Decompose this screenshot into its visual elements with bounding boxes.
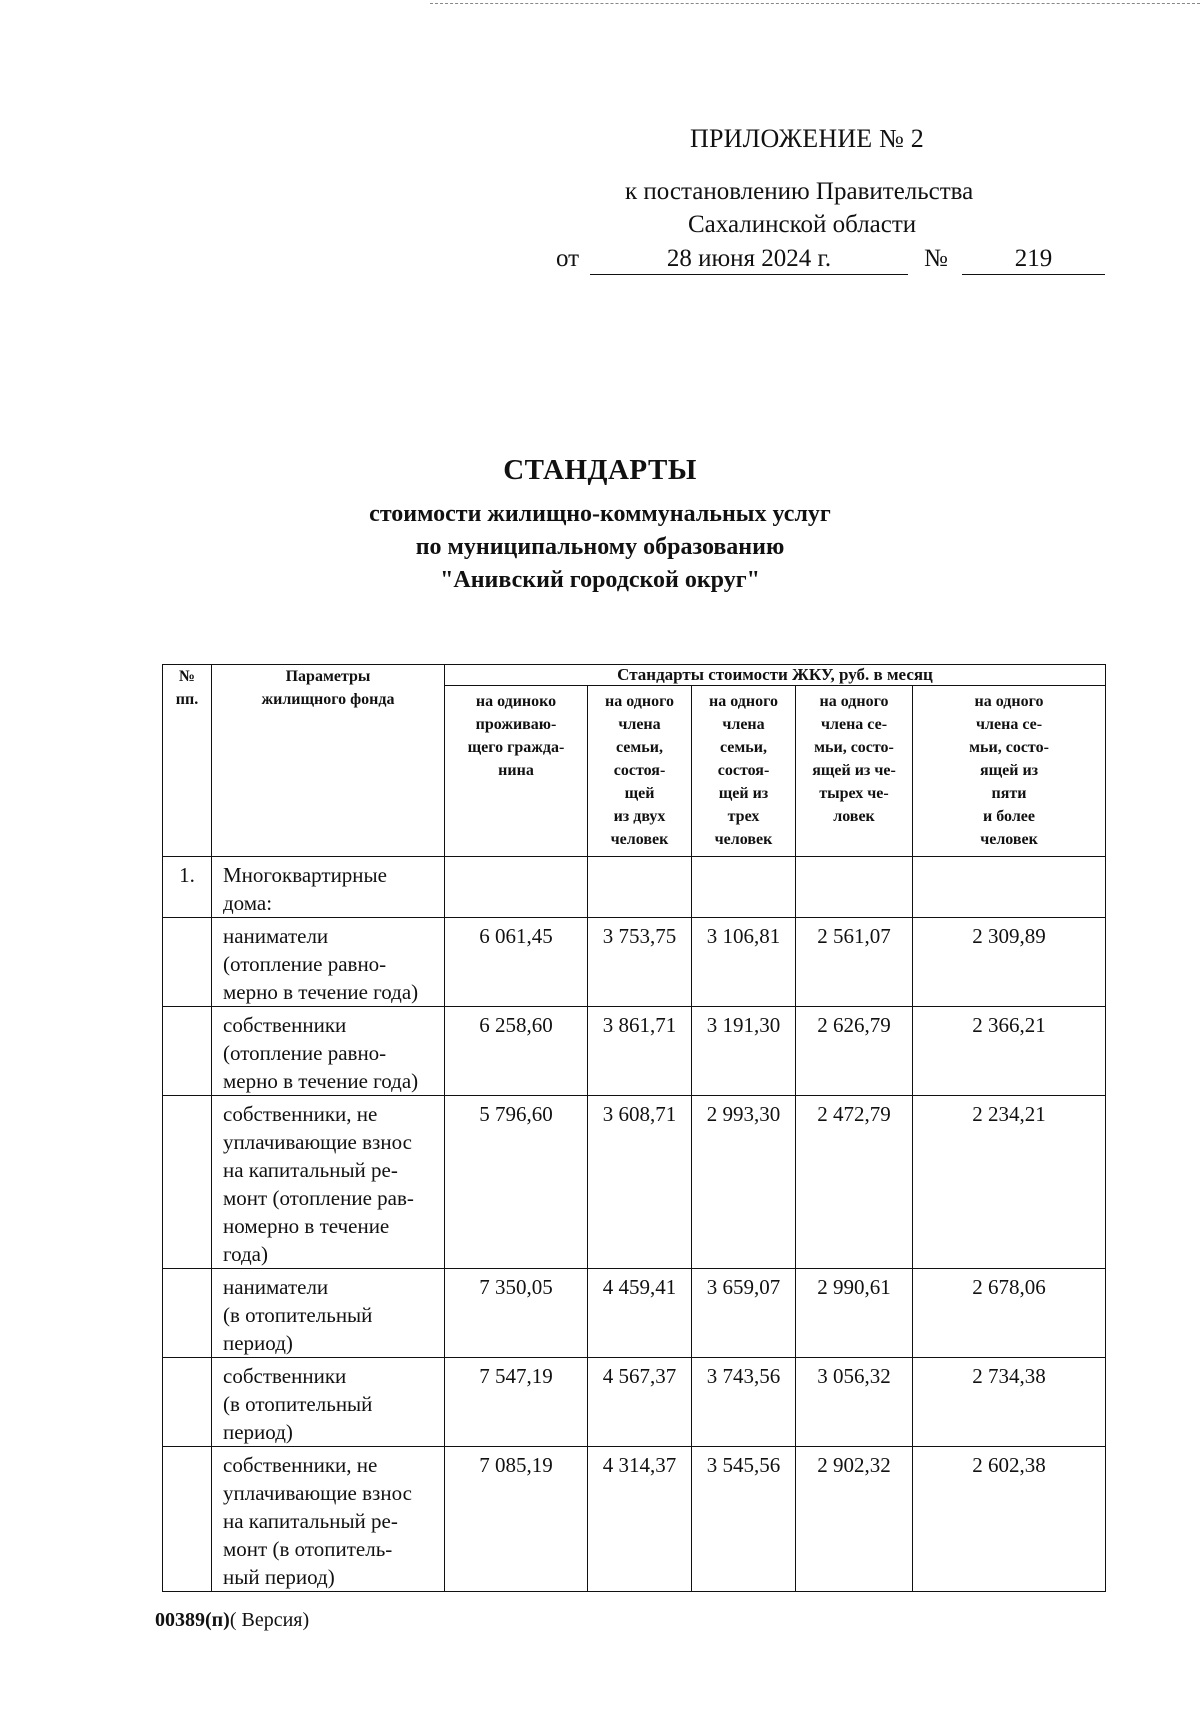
empty-cell [692, 857, 796, 918]
heading-block [0, 452, 1200, 597]
value-cell-col-3: 3 545,56 [692, 1447, 796, 1592]
table-row [163, 1007, 1106, 1096]
value-cell-col-2: 3 608,71 [588, 1096, 692, 1269]
subheader-col-2 [588, 686, 692, 857]
section-number: 1. [163, 857, 212, 918]
value-cell-col-1: 6 258,60 [445, 1007, 588, 1096]
value-cell-col-3: 2 993,30 [692, 1096, 796, 1269]
parameter-line: собственники [223, 1364, 347, 1388]
subheader-line: на одного [709, 693, 778, 710]
subheader-line: ящей из [979, 762, 1039, 779]
row-number-cell [163, 1358, 212, 1447]
subheader-col-4 [796, 686, 913, 857]
value-cell-col-2: 3 753,75 [588, 918, 692, 1007]
subheader-line: члена се- [976, 716, 1043, 733]
document-title: СТАНДАРТЫ [503, 454, 697, 486]
header-parameters: Параметры жилищного фонда [212, 665, 445, 857]
subheader-line: ловек [833, 808, 875, 825]
subtitle-line: стоимости жилищно-коммунальных услуг [369, 501, 831, 527]
subheader-col-1 [445, 686, 588, 857]
row-parameter [212, 1358, 445, 1447]
parameter-line: на капитальный ре- [223, 1509, 398, 1533]
value-cell-col-4: 2 626,79 [796, 1007, 913, 1096]
number-label: № [924, 245, 948, 272]
subheader-line: на одного [819, 693, 889, 710]
value-cell-col-4: 3 056,32 [796, 1358, 913, 1447]
value-cell-col-2: 3 861,71 [588, 1007, 692, 1096]
value-cell-col-5: 2 309,89 [913, 918, 1106, 1007]
parameter-line: собственники, не [223, 1102, 378, 1126]
table-row [163, 1447, 1106, 1592]
table-row [163, 1269, 1106, 1358]
subheader-line: мьи, состо- [969, 739, 1049, 756]
value-cell-col-5: 2 366,21 [913, 1007, 1106, 1096]
subheader-line: нина [498, 762, 534, 779]
value-cell-col-2: 4 314,37 [588, 1447, 692, 1592]
parameter-line: мерно в течение года) [223, 1069, 419, 1093]
subheader-line: щей из [718, 785, 769, 802]
appendix-block [0, 0, 1200, 280]
value-cell-col-3: 3 743,56 [692, 1358, 796, 1447]
value-cell-col-1: 6 061,45 [445, 918, 588, 1007]
document-date: 28 июня 2024 г. [590, 245, 908, 275]
row-parameter [212, 1447, 445, 1592]
parameter-line: (в отопительный [223, 1392, 373, 1416]
document-code: 00389(п) [155, 1609, 230, 1631]
parameter-line: (отопление равно- [223, 1041, 387, 1065]
document-subtitle [0, 498, 1200, 597]
header-group-standards: Стандарты стоимости ЖКУ, руб. в месяц [445, 665, 1106, 686]
value-cell-col-3: 3 106,81 [692, 918, 796, 1007]
parameter-line: собственники [223, 1013, 347, 1037]
subheader-line: на одного [605, 693, 674, 710]
subtitle-line: "Анивский городской округ" [440, 567, 760, 593]
parameter-line: монт (в отопитель- [223, 1537, 393, 1561]
subheader-line: щей [624, 785, 655, 802]
parameter-line: уплачивающие взнос [223, 1481, 412, 1505]
parameter-line: период) [223, 1331, 293, 1355]
subheader-line: из двух [613, 808, 666, 825]
subheader-line: члена се- [820, 716, 888, 733]
value-cell-col-5: 2 234,21 [913, 1096, 1106, 1269]
empty-cell [913, 857, 1106, 918]
value-cell-col-3: 3 191,30 [692, 1007, 796, 1096]
parameter-line: года) [223, 1242, 268, 1266]
parameter-line: мерно в течение года) [223, 980, 419, 1004]
table-row [163, 1096, 1106, 1269]
value-cell-col-3: 3 659,07 [692, 1269, 796, 1358]
value-cell-col-4: 2 902,32 [796, 1447, 913, 1592]
value-cell-col-1: 7 085,19 [445, 1447, 588, 1592]
table-row [163, 1358, 1106, 1447]
subheader-line: семьи, [720, 739, 767, 756]
value-cell-col-4: 2 561,07 [796, 918, 913, 1007]
row-number-cell [163, 1269, 212, 1358]
row-number-cell [163, 918, 212, 1007]
subheader-line: семьи, [616, 739, 663, 756]
subheader-line: и более [983, 808, 1036, 825]
row-parameter [212, 1007, 445, 1096]
subheader-line: человек [980, 831, 1038, 848]
parameter-line: (отопление равно- [223, 952, 387, 976]
subheader-line: трех [727, 808, 760, 825]
empty-cell [588, 857, 692, 918]
appendix-reference-line1: к постановлению Правительства [625, 178, 974, 205]
value-cell-col-5: 2 602,38 [913, 1447, 1106, 1592]
subheader-line: на одного [974, 693, 1044, 710]
parameter-line: монт (отопление рав- [223, 1186, 414, 1210]
value-cell-col-1: 7 350,05 [445, 1269, 588, 1358]
value-cell-col-5: 2 734,38 [913, 1358, 1106, 1447]
subheader-line: состоя- [717, 762, 770, 779]
subtitle-line: по муниципальному образованию [415, 534, 785, 560]
value-cell-col-2: 4 459,41 [588, 1269, 692, 1358]
row-number-cell [163, 1096, 212, 1269]
subheader-line: ящей из че- [812, 762, 896, 779]
value-cell-col-1: 5 796,60 [445, 1096, 588, 1269]
subheader-line: на одиноко [475, 693, 557, 710]
value-cell-col-2: 4 567,37 [588, 1358, 692, 1447]
parameter-line: период) [223, 1420, 293, 1444]
subheader-line: члена [722, 716, 765, 733]
standards-table [162, 664, 1106, 1592]
appendix-reference-line2: Сахалинской области [688, 211, 917, 238]
parameter-line: собственники, не [223, 1453, 378, 1477]
subheader-line: мьи, состо- [814, 739, 894, 756]
parameter-line: наниматели [223, 924, 329, 948]
row-parameter [212, 1096, 445, 1269]
table-row [163, 918, 1106, 1007]
row-number-cell [163, 1007, 212, 1096]
empty-cell [796, 857, 913, 918]
header-number: № пп. [163, 665, 212, 857]
subheader-line: проживаю- [475, 716, 557, 733]
parameter-line: (в отопительный [223, 1303, 373, 1327]
date-label: от [556, 245, 580, 272]
section-label: Многоквартирные дома: [212, 857, 445, 918]
parameter-line: номерно в течение [223, 1214, 390, 1238]
parameter-line: ный период) [223, 1565, 335, 1589]
subheader-line: пяти [991, 785, 1027, 802]
document-number: 219 [962, 245, 1105, 275]
empty-cell [445, 857, 588, 918]
table-body [163, 857, 1106, 1592]
appendix-title: ПРИЛОЖЕНИЕ № 2 [690, 124, 924, 153]
subheader-col-3 [692, 686, 796, 857]
document-version: ( Версия) [229, 1609, 310, 1631]
subheader-line: человек [714, 831, 773, 848]
value-cell-col-1: 7 547,19 [445, 1358, 588, 1447]
value-cell-col-4: 2 472,79 [796, 1096, 913, 1269]
subheader-line: щего гражда- [467, 739, 565, 756]
subheader-col-5 [913, 686, 1106, 857]
parameter-line: наниматели [223, 1275, 329, 1299]
parameter-line: уплачивающие взнос [223, 1130, 412, 1154]
subheader-line: состоя- [613, 762, 666, 779]
row-parameter [212, 1269, 445, 1358]
row-parameter [212, 918, 445, 1007]
value-cell-col-5: 2 678,06 [913, 1269, 1106, 1358]
footer-code [155, 1609, 309, 1632]
section-row [163, 857, 1106, 918]
subheader-line: человек [610, 831, 669, 848]
row-number-cell [163, 1447, 212, 1592]
subheader-line: члена [618, 716, 661, 733]
subheader-line: тырех че- [819, 785, 889, 802]
parameter-line: на капитальный ре- [223, 1158, 398, 1182]
value-cell-col-4: 2 990,61 [796, 1269, 913, 1358]
